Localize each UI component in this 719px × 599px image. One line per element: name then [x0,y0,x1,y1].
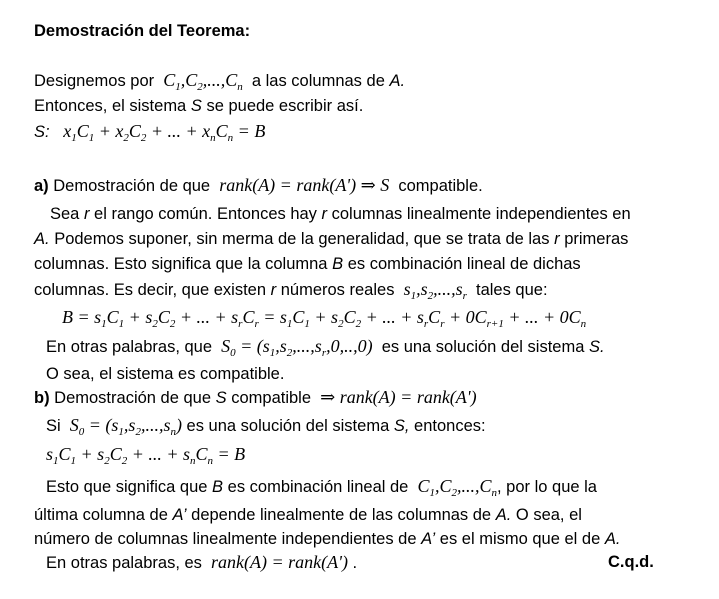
combination-formula: $B = s_1C_1 + s_2C_2$ + ... + $s_rC_r = s_1C_1 + s_2C_2$ + ... + $s_rC_r + 0C_{r+1}$ + ... + $0C_n$ [62,307,587,330]
part-a-other-words [46,335,605,358]
para-text: es una solución del sistema [381,338,585,356]
para-text: es combinación lineal de [227,478,409,496]
entonces-line [34,95,363,117]
part-b-label: b) [34,389,50,407]
para-text: compatible [231,389,312,407]
final-formula: rank(A) = rank(A') [206,552,348,572]
system-S-label: S [190,97,202,115]
part-a-heading-text: Demostración de que [53,177,211,195]
para-text: columnas. Esto significa que la columna [34,255,328,273]
para-text: tales que: [475,281,548,299]
r-symbol: r [83,205,90,223]
part-b-solution-formula: $S_0 = (s_1,s_2,...,s_n)$ [65,415,182,438]
part-b-columns-formula: $C_1,C_2,...,C_n$ [412,476,497,499]
r-symbol: r [270,281,277,299]
para-text: , por lo que la [497,478,597,496]
para-text: columnas linealmente independientes en [331,205,631,223]
para-text: Si [46,417,61,435]
S-symbol: S, [393,417,410,435]
designemos-text: Designemos por [34,72,155,90]
part-a-para-line-2 [34,228,628,250]
A-symbol: A. [604,530,621,548]
system-equation: $x_1C_1 + x_2C_2$ + ... + $x_nC_n = B$ [54,121,266,144]
part-a-conclusion [46,363,284,385]
system-S-prefix: S: [34,123,50,141]
para-text: es combinación lineal de dichas [347,255,581,273]
para-text: O sea, el sistema es compatible. [46,365,285,383]
A-symbol: A. [495,506,512,524]
para-text: Podemos suponer, sin merma de la generalidad, que se trata de las [54,230,550,248]
para-text: entonces: [414,417,486,435]
para-text: O sea, el [515,506,582,524]
reals-formula: $s_1,s_2,...,s_r$ [399,279,467,302]
part-b-formula: ⇒ rank(A) = rank(A') [315,387,477,407]
a-las-text: a las columnas de [251,72,385,90]
part-b-esto-line [46,475,597,498]
part-b-combination-formula: $s_1C_1 + s_2C_2$ + ... + $s_nC_n = B$ [46,444,246,467]
part-a-para-line-4 [34,278,548,301]
part-b-numero-line [34,528,620,550]
para-text: números reales [280,281,395,299]
A-symbol: A. [34,230,50,248]
para-text: depende linealmente de las columnas de [191,506,492,524]
r-symbol: r [321,205,328,223]
para-text: Esto que significa que [46,478,208,496]
part-a-para-line-3 [34,253,581,275]
part-a-label: a) [34,177,49,195]
para-text: el rango común. Entonces hay [94,205,317,223]
para-text: Sea [50,205,80,223]
part-b-heading [34,386,477,409]
se-puede-text: se puede escribir así. [206,97,364,115]
para-text: es el mismo que el de [439,530,601,548]
solution-formula: $S_0 = (s_1,s_2,...,s_r,0,..,0)$ [216,336,378,359]
system-equation-line [34,120,265,143]
B-symbol: B [332,255,344,273]
B-symbol: B [212,478,224,496]
entonces-text: Entonces, el sistema [34,97,187,115]
para-text: En otras palabras, es [46,554,202,572]
S-symbol: S [215,389,227,407]
para-text: En otras palabras, que [46,338,213,356]
qed-marker: C.q.d. [608,553,654,571]
part-b-final-line: En otras palabras, es rank(A) = rank(A') . [46,552,358,572]
part-b-ultima-line [34,504,582,526]
part-a-compatible: compatible. [398,177,483,195]
part-a-heading [34,174,483,197]
columns-formula: $C_1,C_2,...,C_n$ [158,70,243,93]
para-text: número de columnas linealmente independientes de [34,530,417,548]
part-a-formula: rank(A) = rank(A') ⇒ S [214,175,394,195]
A-prime-symbol: A’ [172,506,187,524]
part-b-equation [46,443,245,466]
part-a-para-line-1 [50,203,631,225]
para-text: es una solución del sistema [186,417,390,435]
part-b-heading-text: Demostración de que [54,389,212,407]
matrix-A-label: A. [389,72,406,90]
part-b-si-line [46,414,486,437]
S-symbol: S. [588,338,605,356]
r-symbol: r [554,230,560,248]
para-text: columnas. Es decir, que existen [34,281,267,299]
section-title: Demostración del Teorema: [34,22,251,40]
designemos-line [34,69,405,92]
para-text: primeras [564,230,629,248]
combination-equation [62,306,586,329]
A-prime-symbol: A’ [421,530,436,548]
para-text: última columna de [34,506,168,524]
